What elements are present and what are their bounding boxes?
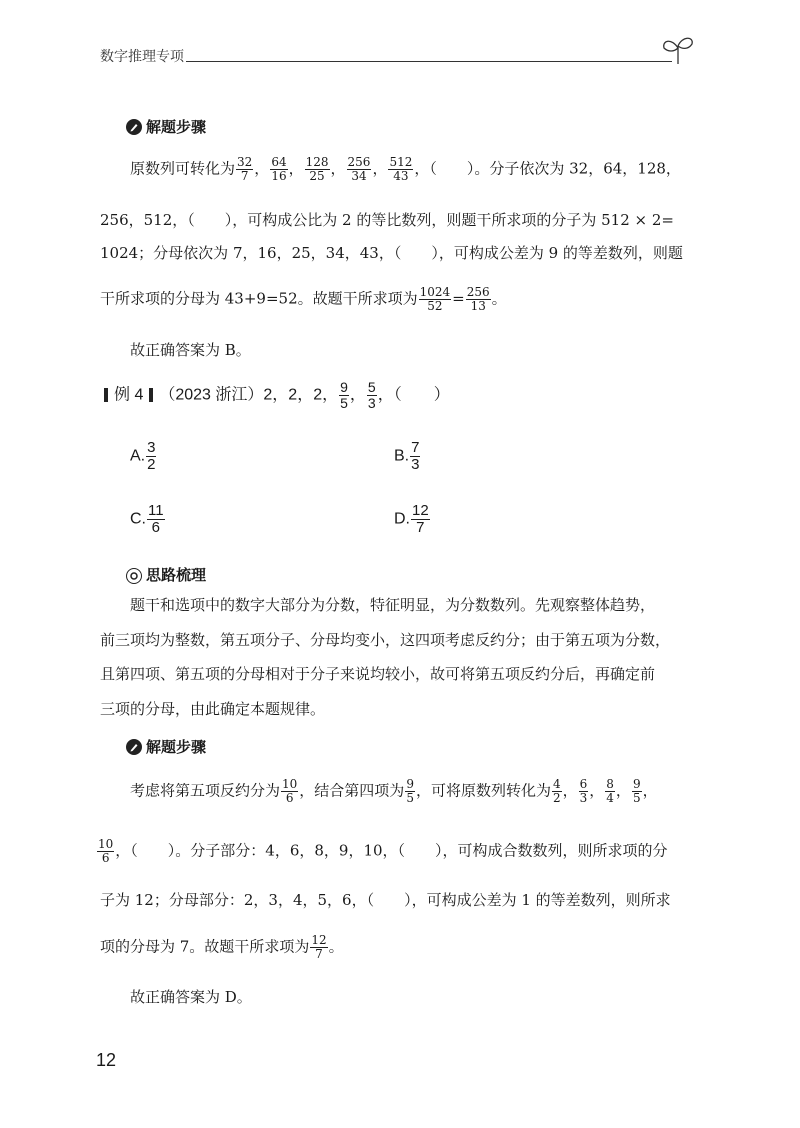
text: （2023 浙江）2，2，2，: [159, 386, 339, 404]
text: 原数列可转化为: [130, 159, 236, 178]
option-a: A. $\frac{3}{2}$: [130, 439, 156, 473]
fraction: $\frac{512}{43}$: [389, 155, 413, 183]
s3-line-2: $\frac{10}{6}$ ，（ ）。分子部分：4，6，8，9，10，（ ），可构成合数数列，则所求项的分: [98, 837, 668, 865]
s1-line-1: 原数列可转化为 $\frac{32}{7}$ ， $\frac{64}{16}$ ， $\frac{128}{25}$ ， $\frac{256}{34}$ ， $\frac{512}{43}$ ，（ ）。分子依次为 32，64，128，: [130, 155, 681, 183]
section-heading-text: 思路梳理: [146, 566, 207, 584]
section-heading-analysis: [126, 564, 206, 585]
pencil-icon: [126, 739, 142, 755]
text: 干所求项的分母为 43+9=52。故题干所求项为: [100, 289, 418, 308]
page-number: 12: [96, 1050, 117, 1070]
fraction: $\frac{256}{13}$: [466, 285, 490, 313]
option-b: B. $\frac{7}{3}$: [394, 439, 420, 473]
s1-line-3: 1024；分母依次为 7，16，25，34，43，（ ），可构成公差为 9 的等差数列，则题: [100, 244, 683, 262]
fraction: $\frac{32}{7}$: [237, 155, 253, 183]
s3-answer: 故正确答案为 D。: [130, 988, 252, 1006]
section-heading-solution-2: [126, 736, 206, 757]
s3-line-3: 子为 12；分母部分：2，3，4，5，6，（ ），可构成公差为 1 的等差数列，则所求: [100, 891, 671, 909]
sprout-icon: [660, 34, 696, 66]
section-heading-text: 解题步骤: [146, 738, 207, 756]
s1-line-4: [100, 286, 507, 313]
s3-line-1: 考虑将第五项反约分为 $\frac{10}{6}$ ，结合第四项为 $\frac{9}{5}$ ，可将原数列转化为 $\frac{4}{2}$ ， $\frac{6}{3}$ ， $\frac{8}{4}$ ， $\frac{9}{5}$ ，: [130, 777, 658, 805]
text: ，（ ）。分子依次为 32，64，128，: [414, 159, 681, 178]
s2-line-3: 且第四项、第五项的分母相对于分子来说均较小，故可将第五项反约分后，再确定前: [100, 665, 656, 683]
example-label: 例 4: [114, 386, 144, 404]
fraction: $\frac{256}{34}$: [347, 155, 371, 183]
equals: =: [452, 289, 465, 308]
s1-answer: 故正确答案为 B。: [130, 341, 251, 359]
section-heading-solution-1: [126, 116, 206, 137]
fraction: $\frac{5}{3}$: [367, 379, 376, 411]
example-bar-left: [104, 388, 108, 402]
s2-line-2: 前三项均为整数，第五项分子、分母均变小，这四项考虑反约分；由于第五项为分数，: [100, 631, 671, 649]
s3-line-4: 项的分母为 7。故题干所求项为 $\frac{12}{7}$ 。: [100, 933, 344, 961]
section-heading-text: 解题步骤: [146, 118, 207, 136]
fraction: $\frac{1024}{52}$: [419, 285, 451, 313]
example-bar-right: [149, 388, 153, 402]
gear-icon: [126, 568, 142, 584]
header-rule: [186, 61, 672, 62]
fraction: $\frac{9}{5}$: [340, 379, 348, 411]
option-c: C. $\frac{11}{6}$: [130, 502, 164, 536]
text: ，（ ）: [377, 386, 450, 404]
pencil-icon: [126, 119, 142, 135]
s2-line-4: 三项的分母，由此确定本题规律。: [100, 700, 326, 718]
example-question: 例 4 （2023 浙江）2，2，2， $\frac{9}{5}$ ， $\frac{5}{3}$ ，（ ）: [104, 380, 450, 411]
option-d: D. $\frac{12}{7}$: [394, 502, 429, 536]
fraction: $\frac{64}{16}$: [271, 155, 287, 183]
fraction: $\frac{128}{25}$: [305, 155, 329, 183]
s1-line-2: 256，512，（ ），可构成公比为 2 的等比数列，则题干所求项的分子为 512 × 2=: [100, 211, 674, 229]
s2-line-1: 题干和选项中的数字大部分为分数，特征明显，为分数数列。先观察整体趋势，: [130, 596, 656, 614]
text: 。: [491, 289, 507, 308]
running-header-title: 数字推理专项: [100, 49, 184, 65]
